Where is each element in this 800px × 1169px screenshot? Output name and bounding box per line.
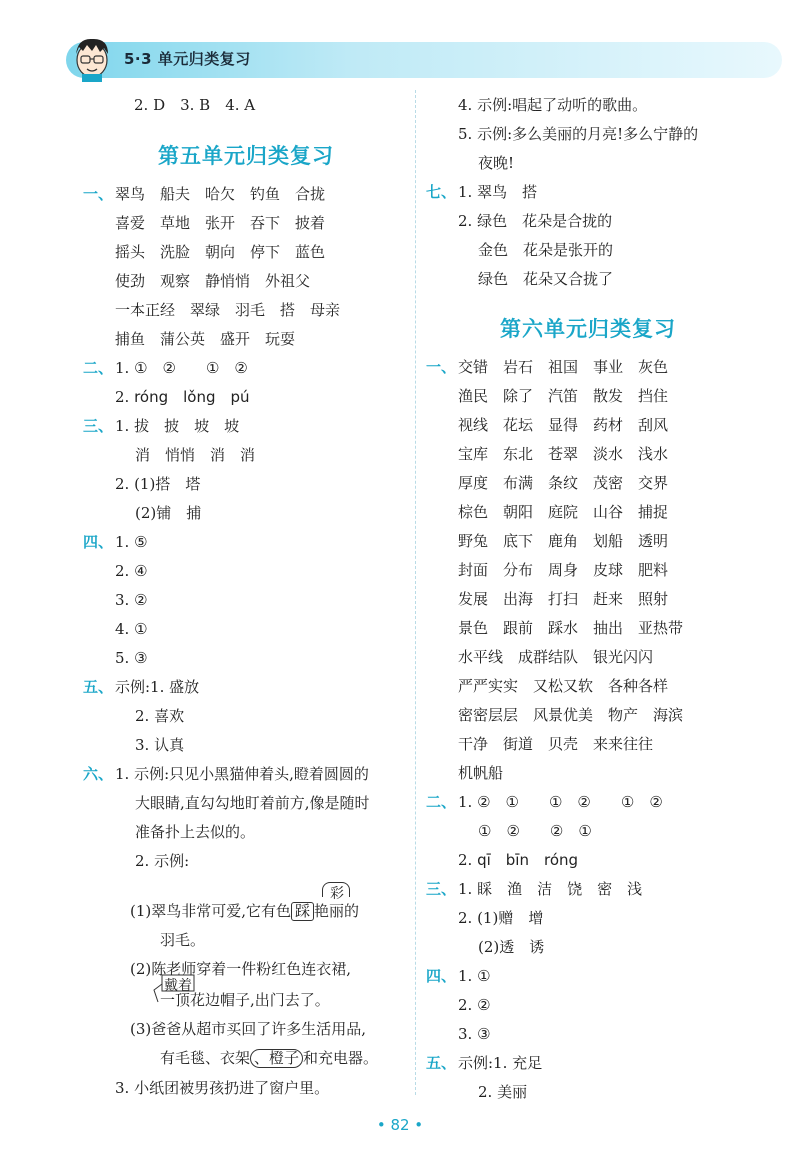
q3-line4: (2)铺 捕 [135, 504, 202, 522]
r-q2-line1: 1. ② ① ① ② ① ② [458, 793, 663, 811]
q2-line2 [115, 387, 250, 407]
word-row: 一本正经 翠绿 羽毛 搭 母亲 [115, 301, 341, 319]
r-q2-line2: ① ② ② ① [478, 822, 592, 840]
column-divider [415, 90, 416, 1095]
q7-line1: 1. 翠鸟 搭 [458, 183, 538, 201]
r-q2-pinyin: qī bīn róng [477, 851, 579, 869]
q3-label: 三、 [83, 417, 114, 435]
word-row: 交错 岩石 祖国 事业 灰色 [458, 358, 669, 376]
q6-label: 六、 [83, 765, 114, 783]
boy-mascot-icon [70, 34, 114, 82]
r-q5-label: 五、 [426, 1054, 457, 1072]
r-q3-line2: 2. (1)赠 增 [458, 909, 544, 927]
right-top-line: 4. 示例:唱起了动听的歌曲。 [458, 96, 648, 114]
left-top-line: 2. D 3. B 4. A [134, 96, 256, 114]
word-row: 发展 出海 打扫 赶来 照射 [458, 590, 669, 608]
sentence1-pre: (1)翠鸟非常可爱,它有色 [130, 902, 292, 920]
r-q3-line1: 1. 睬 渔 洁 饶 密 浅 [458, 880, 643, 898]
insertion-annotation: 戴着 [164, 978, 192, 994]
q6-line4: 2. 示例: [135, 852, 190, 870]
word-row: 密密层层 风景优美 物产 海滨 [458, 706, 684, 724]
correction-mark [322, 882, 350, 897]
q7-line4: 绿色 花朵又合拢了 [478, 270, 614, 288]
word-row: 严严实实 又松又软 各种各样 [458, 677, 669, 695]
r-q2-line3 [458, 850, 578, 870]
q5-answer: 3. 认真 [135, 736, 185, 754]
r-q4-answer: 2. ② [458, 996, 491, 1014]
q2-line2-prefix: 2. [115, 388, 135, 406]
q3-line3: 2. (1)搭 塔 [115, 475, 201, 493]
q4-answer: 4. ① [115, 620, 148, 638]
q2-pinyin: róng lǒng pú [134, 388, 250, 406]
right-top-line: 5. 示例:多么美丽的月亮!多么宁静的 [458, 125, 699, 143]
sentence3-post: 和充电器。 [303, 1049, 379, 1067]
word-row: 翠鸟 船夫 哈欠 钓鱼 合拢 [115, 185, 326, 203]
word-row: 喜爱 草地 张开 吞下 披着 [115, 214, 326, 232]
word-row: 宝库 东北 苍翠 淡水 浅水 [458, 445, 669, 463]
word-row: 干净 街道 贝壳 来来往往 [458, 735, 654, 753]
word-row: 厚度 布满 条纹 茂密 交界 [458, 474, 669, 492]
q4-answer: 3. ② [115, 591, 148, 609]
word-row: 水平线 成群结队 银光闪闪 [458, 648, 654, 666]
r-q4-answer: 1. ① [458, 967, 491, 985]
q4-label: 四、 [83, 533, 114, 551]
section5-title: 第五单元归类复习 [158, 144, 334, 168]
r-q2-label: 二、 [426, 793, 457, 811]
word-row: 使劲 观察 静悄悄 外祖父 [115, 272, 311, 290]
q4-answer: 1. ⑤ [115, 533, 148, 551]
q7-line2: 2. 绿色 花朵是合拢的 [458, 212, 613, 230]
r-q1-label: 一、 [426, 358, 457, 376]
q6-last-line: 3. 小纸团被男孩扔进了窗户里。 [115, 1079, 330, 1097]
r-q3-label: 三、 [426, 880, 457, 898]
word-row: 棕色 朝阳 庭院 山谷 捕捉 [458, 503, 669, 521]
q2-label: 二、 [83, 359, 114, 377]
q6-line2: 大眼睛,直勾勾地盯着前方,像是随时 [135, 794, 370, 812]
sentence3-deleted-word: 、橙子 [250, 1049, 303, 1068]
word-row: 渔民 除了 汽笛 散发 挡住 [458, 387, 669, 405]
q6-sentence1-cont: 羽毛。 [160, 931, 206, 949]
right-top-line: 夜晚! [478, 154, 515, 172]
q6-sentence1 [130, 901, 359, 921]
q3-line2: 消 悄悄 消 消 [135, 446, 256, 464]
q6-sentence3-cont [160, 1048, 378, 1068]
word-row: 捕鱼 蒲公英 盛开 玩耍 [115, 330, 296, 348]
q1-label: 一、 [83, 185, 114, 203]
r-q5-answer: 2. 美丽 [478, 1083, 528, 1101]
word-row: 摇头 洗脸 朝向 停下 蓝色 [115, 243, 326, 261]
word-row: 野兔 底下 鹿角 划船 透明 [458, 532, 669, 550]
q5-answer: 2. 喜欢 [135, 707, 185, 725]
q6-sentence3: (3)爸爸从超市买回了许多生活用品, [130, 1020, 367, 1038]
q7-label: 七、 [426, 183, 457, 201]
r-q4-label: 四、 [426, 967, 457, 985]
header-title: 5·3 单元归类复习 [124, 50, 251, 68]
q6-line3: 准备扑上去似的。 [135, 823, 256, 841]
q6-sentence2-cont: 一顶花边帽子,出门去了。 [160, 991, 330, 1009]
section6-title: 第六单元归类复习 [500, 317, 676, 341]
q3-line1: 1. 拔 披 坡 坡 [115, 417, 240, 435]
q5-label: 五、 [83, 678, 114, 696]
word-row: 机帆船 [458, 764, 504, 782]
q5-answer: 示例:1. 盛放 [115, 678, 200, 696]
q4-answer: 5. ③ [115, 649, 148, 667]
r-q3-line3: (2)透 诱 [478, 938, 545, 956]
q4-answer: 2. ④ [115, 562, 148, 580]
sentence1-post: 艳丽的 [314, 902, 360, 920]
q2-line1: 1. ① ② ① ② [115, 359, 248, 377]
word-row: 景色 跟前 踩水 抽出 亚热带 [458, 619, 684, 637]
word-row: 视线 花坛 显得 药材 刮风 [458, 416, 669, 434]
r-q5-answer: 示例:1. 充足 [458, 1054, 543, 1072]
q6-sentence2: (2)陈老师穿着一件粉红色连衣裙, [130, 960, 352, 978]
r-q2-line3-prefix: 2. [458, 851, 478, 869]
r-q4-answer: 3. ③ [458, 1025, 491, 1043]
sentence1-marked-word: 踩 [291, 902, 314, 921]
q7-line3: 金色 花朵是张开的 [478, 241, 614, 259]
correction-annotation: 彩 [330, 886, 344, 902]
page-number: • 82 • [376, 1116, 424, 1134]
sentence3-pre: 有毛毯、衣架 [160, 1049, 251, 1067]
word-row: 封面 分布 周身 皮球 肥料 [458, 561, 669, 579]
q6-line1: 1. 示例:只见小黑猫伸着头,瞪着圆圆的 [115, 765, 369, 783]
